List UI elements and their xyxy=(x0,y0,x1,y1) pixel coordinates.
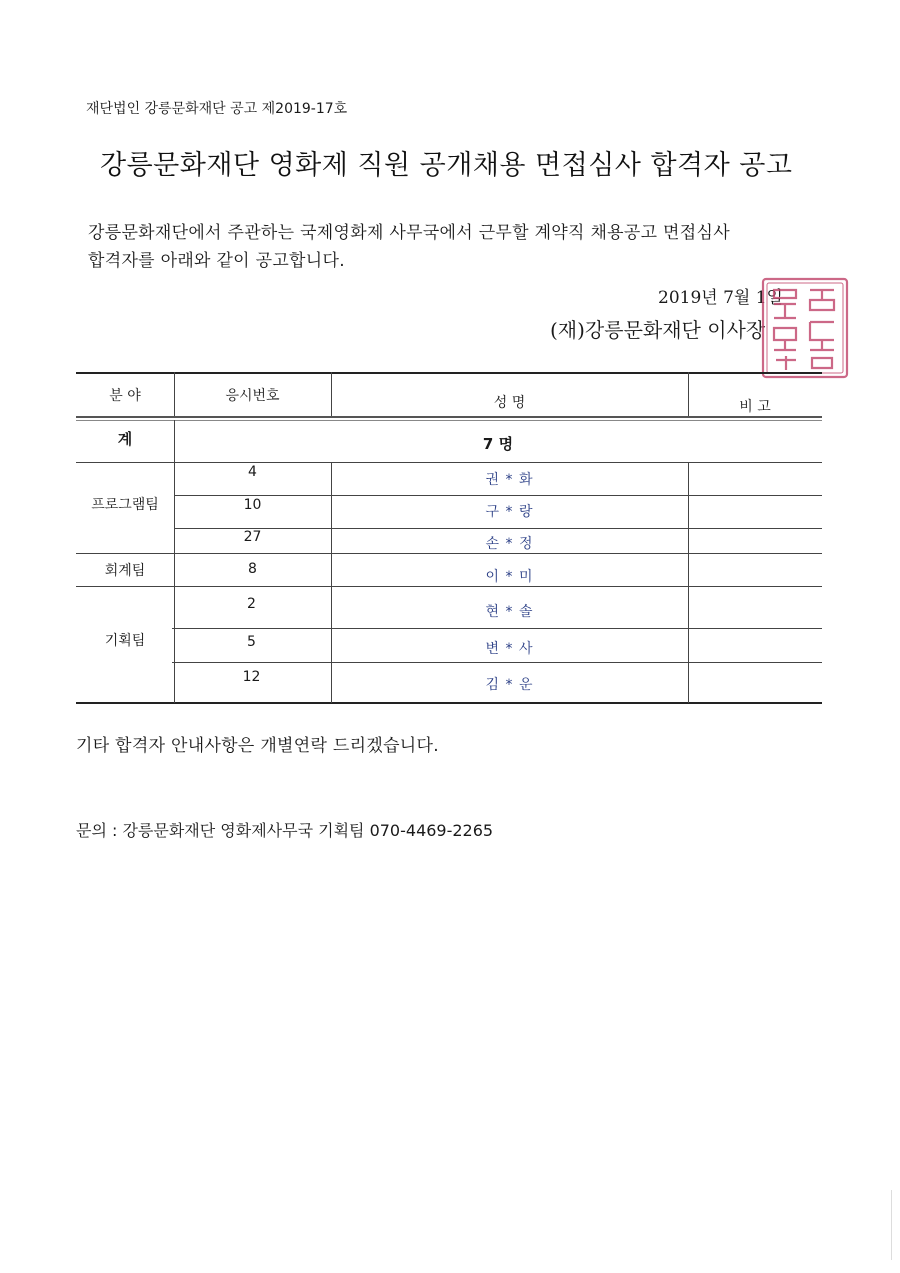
exam-number: 2 xyxy=(247,596,256,612)
contact-info: 문의 : 강릉문화재단 영화제사무국 기획팀 070-4469-2265 xyxy=(76,821,494,840)
header-divider xyxy=(76,416,822,418)
group-divider xyxy=(76,553,822,554)
group-divider xyxy=(76,586,822,587)
scan-edge-mark xyxy=(891,1190,892,1260)
header-divider-double xyxy=(76,420,822,421)
team-label: 기획팀 xyxy=(104,633,146,649)
applicant-name: 권 * 화 xyxy=(485,472,534,488)
total-row-divider xyxy=(76,462,822,463)
intro-line-1: 강릉문화재단에서 주관하는 국제영화제 사무국에서 근무할 계약직 채용공고 면접심사 xyxy=(88,223,730,243)
issue-date: 2019년 7월 1일 xyxy=(658,288,783,308)
exam-number: 10 xyxy=(243,497,262,513)
header-remarks: 비 고 xyxy=(739,399,771,415)
applicant-name: 변 * 사 xyxy=(485,641,534,657)
exam-number: 12 xyxy=(242,669,261,685)
header-name: 성 명 xyxy=(493,395,526,411)
row-divider xyxy=(172,662,822,663)
total-value: 7 명 xyxy=(482,435,514,453)
exam-number: 8 xyxy=(248,561,257,577)
results-table xyxy=(76,372,822,702)
row-divider xyxy=(172,628,822,629)
table-bottom-border xyxy=(76,702,822,704)
exam-number: 27 xyxy=(243,529,262,545)
exam-number: 4 xyxy=(248,464,257,480)
row-divider xyxy=(174,495,822,496)
applicant-name: 이 * 미 xyxy=(485,569,534,585)
applicant-name: 김 * 운 xyxy=(485,677,534,693)
total-label: 계 xyxy=(117,430,133,448)
applicant-name: 현 * 솔 xyxy=(485,604,534,620)
table-top-border xyxy=(76,372,822,374)
header-exam-no: 응시번호 xyxy=(225,388,280,404)
document-title: 강릉문화재단 영화제 직원 공개채용 면접심사 합격자 공고 xyxy=(100,150,793,181)
team-label: 회계팀 xyxy=(104,563,146,579)
applicant-name: 구 * 랑 xyxy=(485,504,534,520)
issuer-name: (재)강릉문화재단 이사장 xyxy=(550,318,766,342)
notice-number: 재단법인 강릉문화재단 공고 제2019-17호 xyxy=(86,101,348,117)
exam-number: 5 xyxy=(247,634,256,650)
applicant-name: 손 * 정 xyxy=(485,536,534,552)
header-field: 분 야 xyxy=(109,388,141,404)
intro-line-2: 합격자를 아래와 같이 공고합니다. xyxy=(88,251,345,271)
column-divider xyxy=(688,462,689,703)
team-label: 프로그램팀 xyxy=(91,497,159,513)
closing-note: 기타 합격자 안내사항은 개별연락 드리겠습니다. xyxy=(76,736,439,756)
official-seal xyxy=(760,276,850,380)
